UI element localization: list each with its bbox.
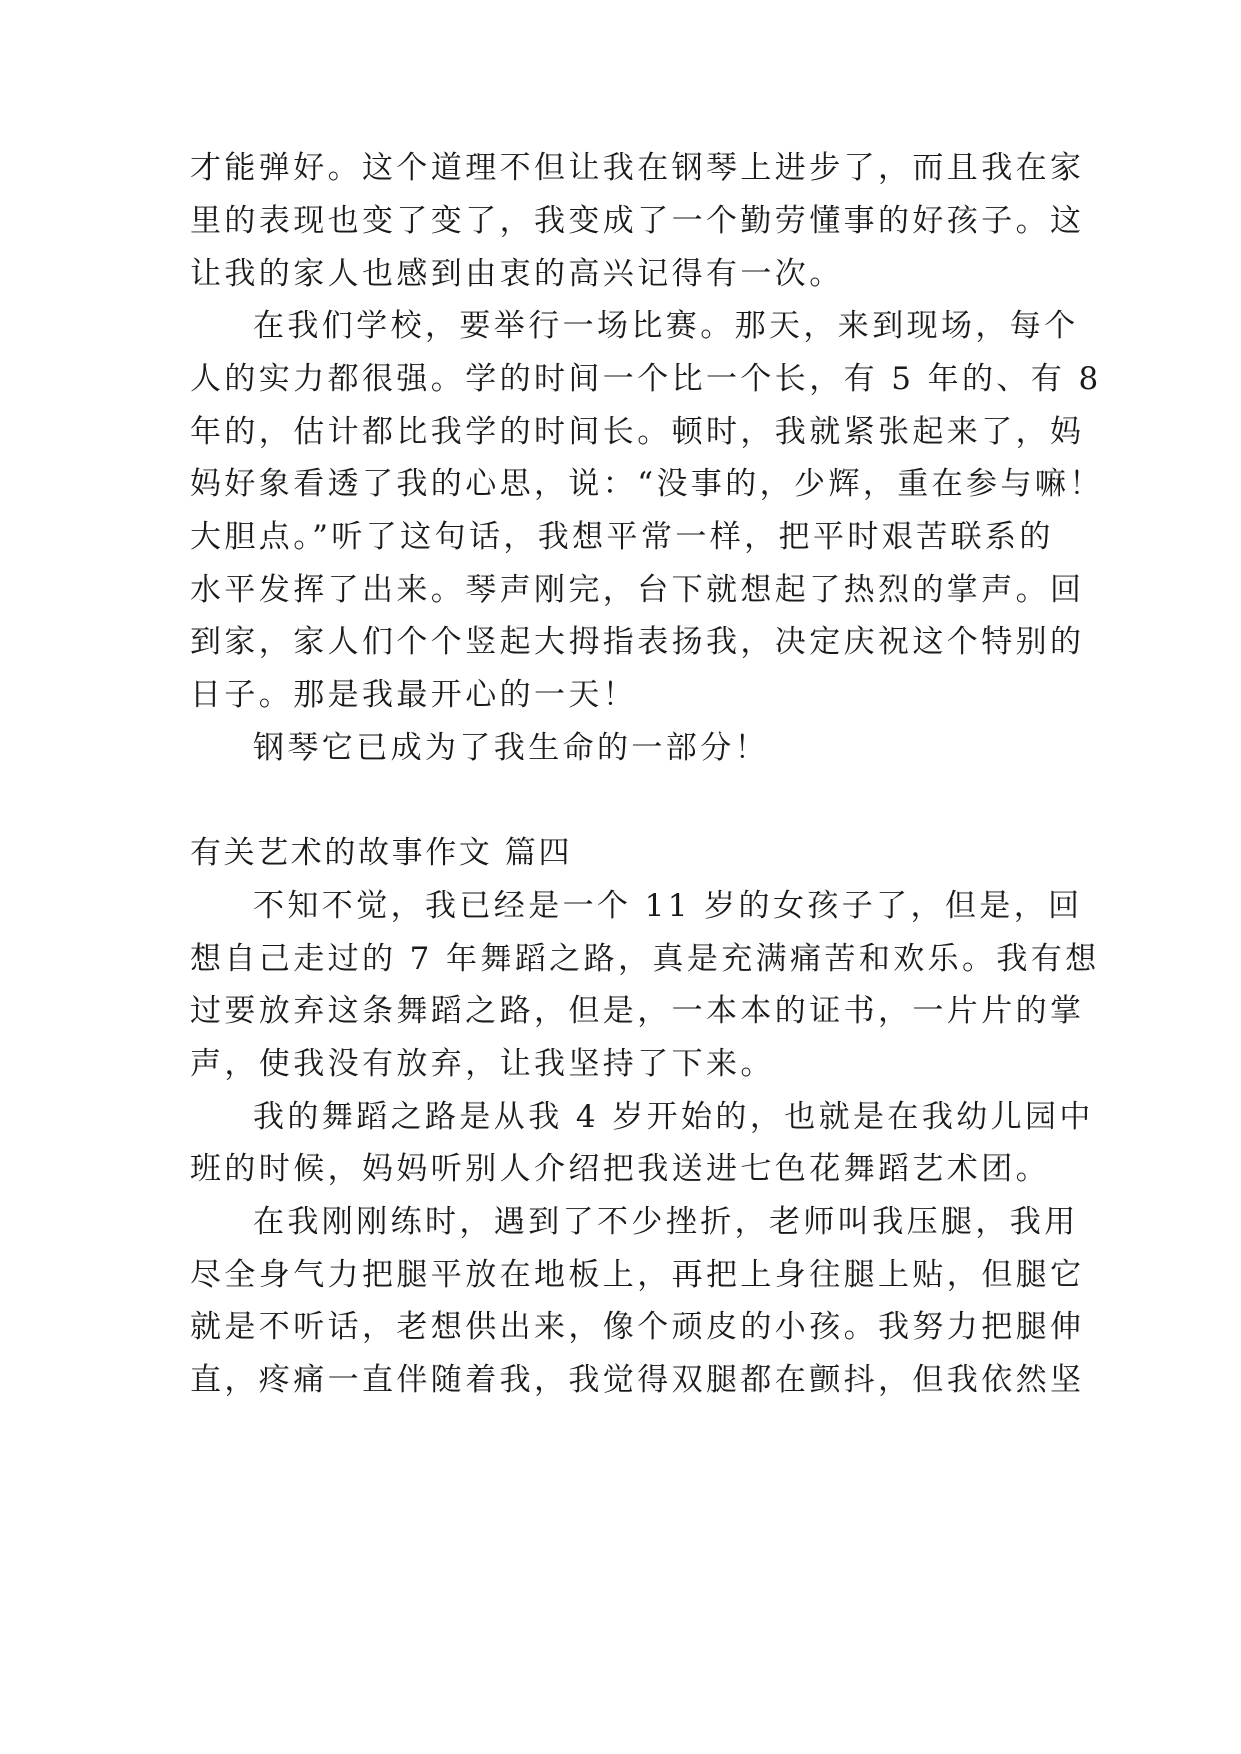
text-line: 才能弹好。这个道理不但让我在钢琴上进步了，而且我在家 xyxy=(190,150,1085,186)
paragraph-first-line: 不知不觉，我已经是一个 11 岁的女孩子了，但是，回 xyxy=(253,888,1083,924)
text-line: 水平发挥了出来。琴声刚完，台下就想起了热烈的掌声。回 xyxy=(190,572,1085,608)
text-line: 声，使我没有放弃，让我坚持了下来。 xyxy=(190,1046,775,1082)
paragraph-first-line: 在我们学校，要举行一场比赛。那天，来到现场，每个 xyxy=(253,308,1079,344)
text-line: 妈好象看透了我的心思，说：“没事的，少辉，重在参与嘛！ xyxy=(190,466,1104,502)
text-line: 人的实力都很强。学的时间一个比一个长，有 5 年的、有 8 xyxy=(190,361,1102,397)
paragraph-first-line: 我的舞蹈之路是从我 4 岁开始的，也就是在我幼儿园中 xyxy=(253,1099,1094,1135)
text-line: 直，疼痛一直伴随着我，我觉得双腿都在颤抖，但我依然坚 xyxy=(190,1362,1085,1398)
text-line: 大胆点。”听了这句话，我想平常一样，把平时艰苦联系的 xyxy=(190,519,1054,555)
text-line: 让我的家人也感到由衷的高兴记得有一次。 xyxy=(190,256,844,292)
text-line: 到家，家人们个个竖起大拇指表扬我，决定庆祝这个特别的 xyxy=(190,624,1085,660)
text-line: 年的，估计都比我学的时间长。顿时，我就紧张起来了，妈 xyxy=(190,414,1085,450)
text-line: 想自己走过的 7 年舞蹈之路，真是充满痛苦和欢乐。我有想 xyxy=(190,941,1100,977)
text-line: 尽全身气力把腿平放在地板上，再把上身往腿上贴，但腿它 xyxy=(190,1257,1085,1293)
paragraph-first-line: 在我刚刚练时，遇到了不少挫折，老师叫我压腿，我用 xyxy=(253,1204,1079,1240)
text-line: 过要放弃这条舞蹈之路，但是，一本本的证书，一片片的掌 xyxy=(190,993,1085,1029)
text-line: 班的时候，妈妈听别人介绍把我送进七色花舞蹈艺术团。 xyxy=(190,1151,1050,1187)
text-line: 就是不听话，老想供出来，像个顽皮的小孩。我努力把腿伸 xyxy=(190,1309,1085,1345)
paragraph-first-line: 钢琴它已成为了我生命的一部分！ xyxy=(253,730,769,766)
section-heading: 有关艺术的故事作文 篇四 xyxy=(190,835,573,871)
text-line: 日子。那是我最开心的一天！ xyxy=(190,677,638,713)
text-line: 里的表现也变了变了，我变成了一个勤劳懂事的好孩子。这 xyxy=(190,203,1085,239)
